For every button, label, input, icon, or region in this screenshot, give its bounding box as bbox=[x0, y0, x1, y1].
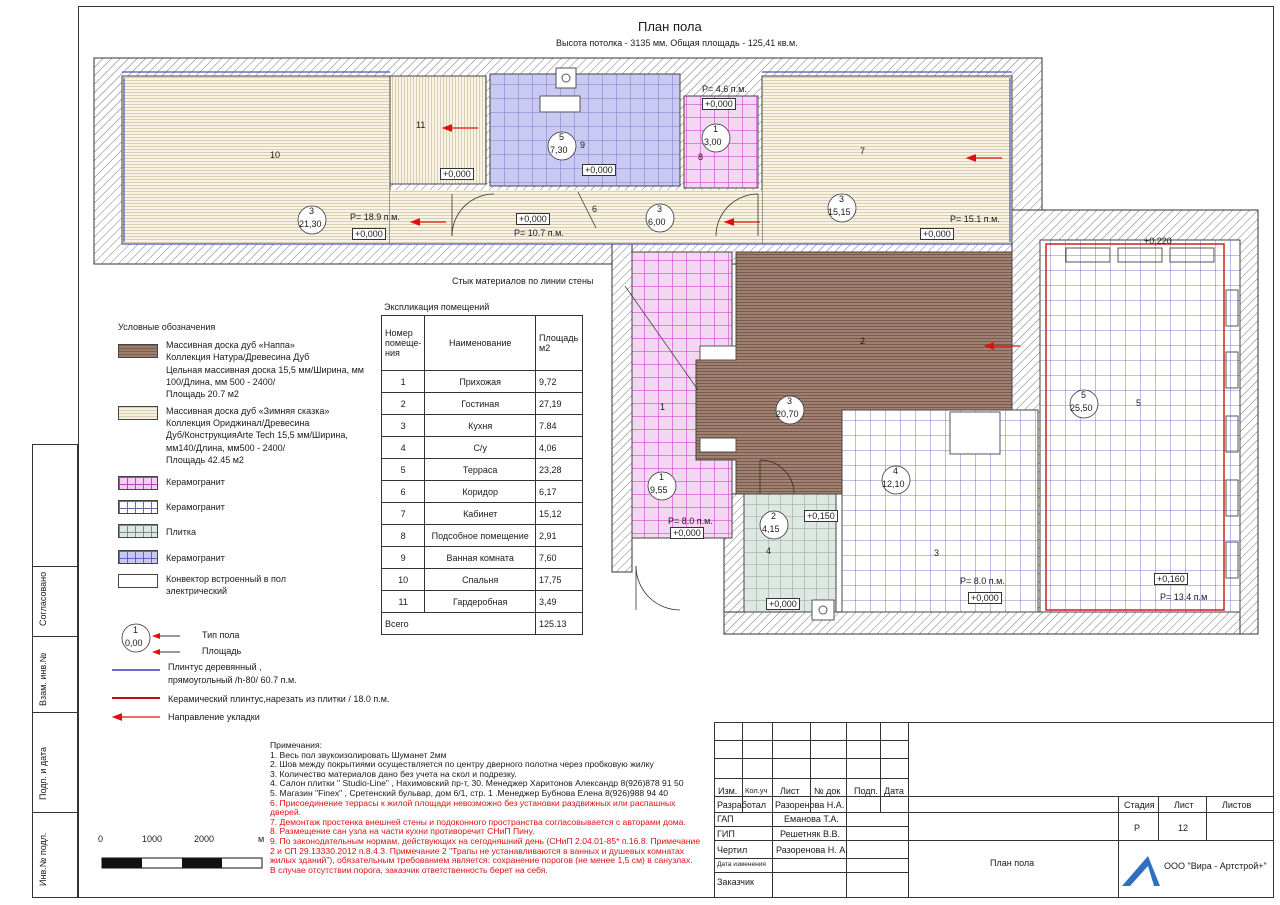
table-row: 7 Кабинет 15,12 bbox=[382, 503, 583, 525]
legend-swatch-brown-board bbox=[118, 344, 158, 358]
side-strip-divider bbox=[32, 636, 78, 637]
table-row: 5 Терраса 23,28 bbox=[382, 459, 583, 481]
note-line: 3. Количество материалов дано без учета на скол и подрезку. bbox=[270, 768, 517, 779]
legend-text: Коллекция Натура/Древесина Дуб bbox=[166, 352, 310, 362]
scale-tick: 1000 bbox=[142, 834, 163, 844]
level-mark: +0,220 bbox=[1144, 236, 1172, 246]
notes-block bbox=[270, 741, 700, 875]
level-mark: +0,000 bbox=[670, 527, 704, 539]
page-title: План пола bbox=[638, 19, 702, 34]
room-number: 11 bbox=[416, 120, 426, 130]
legend-text: Коллекция Ориджинал/Древесина bbox=[166, 418, 310, 428]
room-number: 3 bbox=[934, 548, 940, 558]
perimeter-label: P= 4.6 п.м. bbox=[702, 84, 747, 94]
stamp-role: Разработал bbox=[717, 800, 766, 810]
stamp-company: ООО "Вира - Артстрой+" bbox=[1164, 861, 1267, 871]
level-mark: +0,150 bbox=[804, 510, 838, 522]
stamp-name: Разоренова Н. А. bbox=[776, 845, 848, 855]
legend-floor-type: Тип пола bbox=[202, 630, 240, 640]
level-mark: +0,000 bbox=[702, 98, 736, 110]
room-tag-area: 6,00 bbox=[648, 217, 666, 227]
room-tag-type: 3 bbox=[657, 204, 663, 214]
legend-title: Условные обозначения bbox=[118, 322, 216, 332]
explication-table bbox=[381, 315, 583, 635]
level-mark: +0,000 bbox=[766, 598, 800, 610]
room-tag-type: 4 bbox=[893, 466, 899, 476]
stamp-stage: Р bbox=[1134, 823, 1141, 833]
legend-text: Конвектор встроенный в пол bbox=[166, 574, 286, 584]
note-line-warning: 6. Присоединение террасы к жилой площади невозможно без установки раздвижных или распашных bbox=[270, 797, 676, 808]
scale-unit: м bbox=[258, 834, 265, 844]
legend-text: Плитка bbox=[166, 527, 197, 537]
stamp-role: Чертил bbox=[717, 845, 748, 855]
table-row: 11 Гардеробная 3,49 bbox=[382, 591, 583, 613]
note-line-warning: 8. Размещение сан узла на части кухни противоречит СНиП Пину. bbox=[270, 826, 535, 837]
note-line: 4. Салон плитки " Studio-Line" , Нахимовский пр-т, 30. Менеджер Харитонов Александр 8(926)878 91 50 bbox=[270, 778, 684, 789]
legend-tag-type: 1 bbox=[133, 625, 139, 635]
scale-tick: 0 bbox=[98, 834, 104, 844]
legend-text: Площадь 20.7 м2 bbox=[166, 389, 239, 399]
stamp-role: ГИП bbox=[717, 829, 735, 839]
level-mark: +0,000 bbox=[516, 213, 550, 225]
room-tag-area: 12,10 bbox=[882, 479, 905, 489]
note-line-warning: дверей. bbox=[270, 807, 302, 818]
room-tag-type: 3 bbox=[839, 194, 845, 204]
level-mark: +0,000 bbox=[968, 592, 1002, 604]
room-number: 9 bbox=[580, 140, 586, 150]
table-row: 3 Кухня 7.84 bbox=[382, 415, 583, 437]
perimeter-label: P= 15.1 п.м. bbox=[950, 214, 1000, 224]
stamp-col: Изм. bbox=[718, 786, 738, 796]
level-mark: +0,000 bbox=[352, 228, 386, 240]
room-tag-type: 3 bbox=[309, 206, 315, 216]
stamp-role: Заказчик bbox=[717, 877, 754, 887]
stamp-role: ГАП bbox=[717, 814, 734, 824]
perimeter-label: P= 13.4 п.м bbox=[1160, 592, 1208, 602]
legend-text: Керамогранит bbox=[166, 553, 225, 563]
scale-tick: 2000 bbox=[194, 834, 215, 844]
legend-swatch-convector bbox=[118, 574, 158, 588]
legend-wood-baseboard: прямоугольный /h-80/ 60.7 п.м. bbox=[168, 675, 297, 685]
table-row: 2 Гостиная 27,19 bbox=[382, 393, 583, 415]
stamp-sheet-header: Лист bbox=[1174, 800, 1194, 810]
perimeter-label: P= 10.7 п.м. bbox=[514, 228, 564, 238]
note-line: 1. Весь пол звукоизолировать Шуманет 2мм bbox=[270, 749, 447, 760]
legend-tag-area: 0,00 bbox=[125, 638, 143, 648]
room-tag-area: 21,30 bbox=[299, 219, 322, 229]
stamp-col: Лист bbox=[780, 786, 800, 796]
notes-title: Примечания: bbox=[270, 740, 323, 750]
stamp-col: Кол.уч bbox=[745, 786, 768, 795]
room-tag-type: 2 bbox=[771, 511, 777, 521]
explication-title: Экспликация помещений bbox=[384, 302, 490, 312]
note-line-warning: жилых зданий"), обязательным требованием является: сохранение порогов (не менее 1,5 см) в санузлах. bbox=[270, 855, 693, 866]
level-mark: +0,160 bbox=[1154, 573, 1188, 585]
stamp-col: № док bbox=[814, 786, 841, 796]
stamp-role: Дата изменения bbox=[717, 861, 766, 868]
seam-note: Стык материалов по линии стены bbox=[452, 276, 594, 286]
stamp-col: Подп. bbox=[854, 786, 878, 796]
legend-text: Массивная доска дуб «Зимняя сказка» bbox=[166, 406, 330, 416]
legend-swatch-pink-tile bbox=[118, 476, 158, 490]
stamp-name: Еманова Т.А. bbox=[784, 814, 839, 824]
room-number: 10 bbox=[270, 150, 281, 160]
side-strip-divider bbox=[32, 566, 78, 567]
legend-swatch-green-tile bbox=[118, 524, 158, 538]
room-tag-type: 3 bbox=[787, 396, 793, 406]
side-label: Взам. инв.№ bbox=[38, 652, 48, 706]
legend-area: Площадь bbox=[202, 646, 242, 656]
perimeter-label: P= 8.0 п.м. bbox=[960, 576, 1005, 586]
side-label: Согласовано bbox=[38, 571, 48, 626]
legend-text: 100/Длина, мм 500 - 2400/ bbox=[166, 377, 276, 387]
legend-text: Площадь 42.45 м2 bbox=[166, 455, 244, 465]
legend-text: Керамогранит bbox=[166, 477, 225, 487]
legend-text: мм140/Длина, мм500 - 2400/ bbox=[166, 443, 286, 453]
room-tag-area: 15,15 bbox=[828, 207, 851, 217]
note-line-warning: 2 и СП 29.13330.2012 п.8.4.3. Примечание 2 "Трапы не устанавливаются в ванных и душевых комнатах bbox=[270, 845, 685, 856]
stamp-drawing-title: План пола bbox=[990, 858, 1035, 868]
legend-swatch-blue-tile bbox=[118, 550, 158, 564]
room-number: 8 bbox=[698, 152, 704, 162]
room-tag-area: 7,30 bbox=[550, 145, 568, 155]
room-number: 2 bbox=[860, 336, 866, 346]
room-tag-area: 20,70 bbox=[776, 409, 799, 419]
stamp-sheets-header: Листов bbox=[1222, 800, 1252, 810]
room-tag-type: 1 bbox=[713, 124, 719, 134]
legend-text: Цельная массивная доска 15,5 мм/Ширина, мм bbox=[166, 365, 364, 375]
side-label: Подп. и дата bbox=[38, 746, 48, 800]
stamp-name: Разоренова Н.А. bbox=[775, 800, 845, 810]
room-number: 1 bbox=[660, 402, 666, 412]
note-line-warning: В случае отсутствии порога, заказчик ответственность берет на себя. bbox=[270, 864, 548, 875]
scale-bar bbox=[102, 858, 262, 868]
room-number: 5 bbox=[1136, 398, 1142, 408]
stamp-sheet: 12 bbox=[1178, 823, 1189, 833]
page-subtitle: Высота потолка - 3135 мм. Общая площадь - 125,41 кв.м. bbox=[556, 38, 798, 48]
side-strip-divider bbox=[32, 712, 78, 713]
legend-direction: Направление укладки bbox=[168, 712, 260, 722]
room-tag-area: 25,50 bbox=[1070, 403, 1093, 413]
legend-swatch-light-board bbox=[118, 406, 158, 420]
legend-text: электрический bbox=[166, 586, 228, 596]
stamp-col: Дата bbox=[884, 786, 904, 796]
note-line-warning: 9. По законодательным нормам, действующих на сегодняшний день (СНиП 2.04.01-85* п.16.8. Примечание bbox=[270, 835, 701, 846]
room-number: 7 bbox=[860, 146, 866, 156]
perimeter-label: P= 8.0 п.м. bbox=[668, 516, 713, 526]
legend-text: Массивная доска дуб «Нaппа» bbox=[166, 340, 295, 350]
room-tag-type: 5 bbox=[1081, 390, 1087, 400]
room-tag-type: 1 bbox=[659, 472, 665, 482]
level-mark: +0,000 bbox=[582, 164, 616, 176]
table-row: 4 С/у 4,06 bbox=[382, 437, 583, 459]
table-row: 8 Подсобное помещение 2,91 bbox=[382, 525, 583, 547]
note-line: 5. Магазин "Finex" , Сретенский бульвар, дом 6/1, стр. 1 .Менеджер Бубнова Елена 8(926)988 94 40 bbox=[270, 787, 669, 798]
legend-text: Дуб/КонструкцияArte Tech 15,5 мм/Ширина, bbox=[166, 430, 348, 440]
note-line-warning: 7. Демонтаж простенка внешней стены и подоконного пространства согласовывается с авторами дома. bbox=[270, 816, 686, 827]
room-number: 6 bbox=[592, 204, 598, 214]
legend-wood-baseboard: Плинтус деревянный , bbox=[168, 662, 262, 672]
table-row: 9 Ванная комната 7,60 bbox=[382, 547, 583, 569]
side-strip-divider bbox=[32, 812, 78, 813]
room-tag-area: 4,15 bbox=[762, 524, 780, 534]
room-number: 4 bbox=[766, 546, 772, 556]
room-tag-area: 3,00 bbox=[704, 137, 722, 147]
table-row: 1 Прихожая 9,72 bbox=[382, 371, 583, 393]
level-mark: +0,000 bbox=[920, 228, 954, 240]
legend-text: Керамогранит bbox=[166, 502, 225, 512]
legend-ceramic-baseboard: Керамический плинтус,нарезать из плитки / 18.0 п.м. bbox=[168, 694, 390, 704]
table-header: Площадь м2 bbox=[536, 316, 583, 371]
level-mark: +0,000 bbox=[440, 168, 474, 180]
table-total-row: Всего 125.13 bbox=[382, 613, 583, 635]
legend-swatch-white-tile bbox=[118, 500, 158, 514]
stamp-name: Решетняк В.В. bbox=[780, 829, 840, 839]
table-header: Номер помеще-ния bbox=[382, 316, 425, 371]
table-header: Наименование bbox=[425, 316, 536, 371]
stamp-stage-header: Стадия bbox=[1124, 800, 1155, 810]
table-row: 6 Коридор 6,17 bbox=[382, 481, 583, 503]
room-tag-type: 5 bbox=[559, 132, 565, 142]
perimeter-label: P= 18.9 п.м. bbox=[350, 212, 400, 222]
note-line: 2. Шов между покрытиями осуществляется по центру дверного полотна через пробковую жилку bbox=[270, 759, 654, 770]
room-tag-area: 9,55 bbox=[650, 485, 668, 495]
table-row: 10 Спальня 17,75 bbox=[382, 569, 583, 591]
side-label: Инв.№ подл. bbox=[38, 832, 48, 886]
